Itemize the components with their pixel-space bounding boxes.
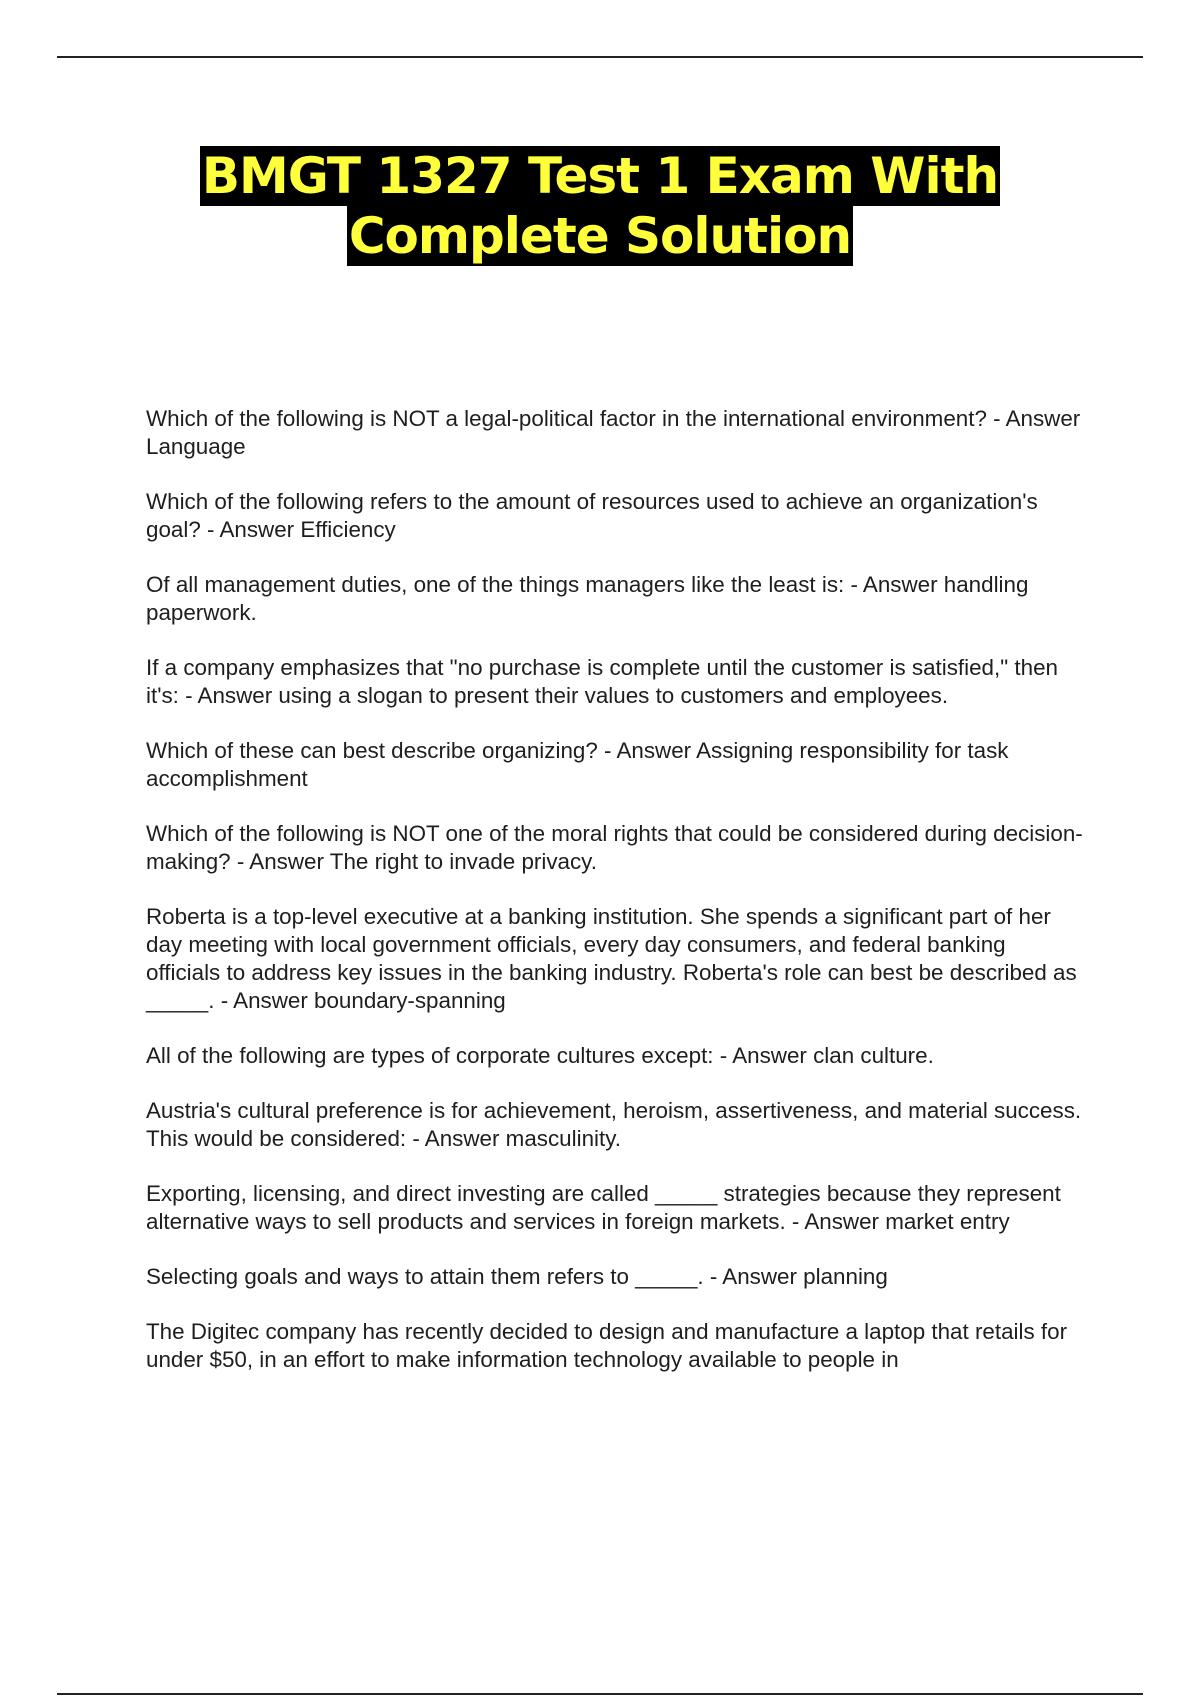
qa-item: Exporting, licensing, and direct investing are called _____ strategies because they represent alternative ways to sell products and services in foreign markets. - Answer market entry [146,1181,1061,1234]
top-rule [57,56,1143,58]
qa-item: Of all management duties, one of the things managers like the least is: - Answer handling paperwork. [146,572,1029,625]
qa-item: If a company emphasizes that "no purchase is complete until the customer is satisfied," then it's: - Answer using a slogan to present their values to customers and employees. [146,655,1058,708]
bottom-rule [57,1693,1143,1695]
title-line-1: BMGT 1327 Test 1 Exam With [201,147,999,205]
title-line-2: Complete Solution [348,207,852,265]
qa-item: Which of these can best describe organizing? - Answer Assigning responsibility for task accomplishment [146,738,1009,791]
question-answer-list [146,405,1086,1401]
qa-item: Which of the following refers to the amount of resources used to achieve an organization's goal? - Answer Efficiency [146,489,1038,542]
qa-item: Austria's cultural preference is for achievement, heroism, assertiveness, and material success. This would be considered: - Answer masculinity. [146,1098,1082,1151]
page-title [0,146,1200,266]
qa-item: Which of the following is NOT a legal-political factor in the international environment? - Answer Language [146,406,1081,459]
qa-item: Roberta is a top-level executive at a banking institution. She spends a significant part of her day meeting with local government officials, every day consumers, and federal banking officials to address key issues in the banking industry. Roberta's role can best be described as _____. - Answer boundary-spanning [146,904,1077,1013]
qa-item: Which of the following is NOT one of the moral rights that could be considered during decision-making? - Answer The right to invade privacy. [146,821,1083,874]
qa-item: Selecting goals and ways to attain them refers to _____. - Answer planning [146,1264,888,1289]
qa-item: All of the following are types of corporate cultures except: - Answer clan culture. [146,1043,934,1068]
qa-item: The Digitec company has recently decided to design and manufacture a laptop that retails for under $50, in an effort to make information technology available to people in [146,1319,1068,1372]
